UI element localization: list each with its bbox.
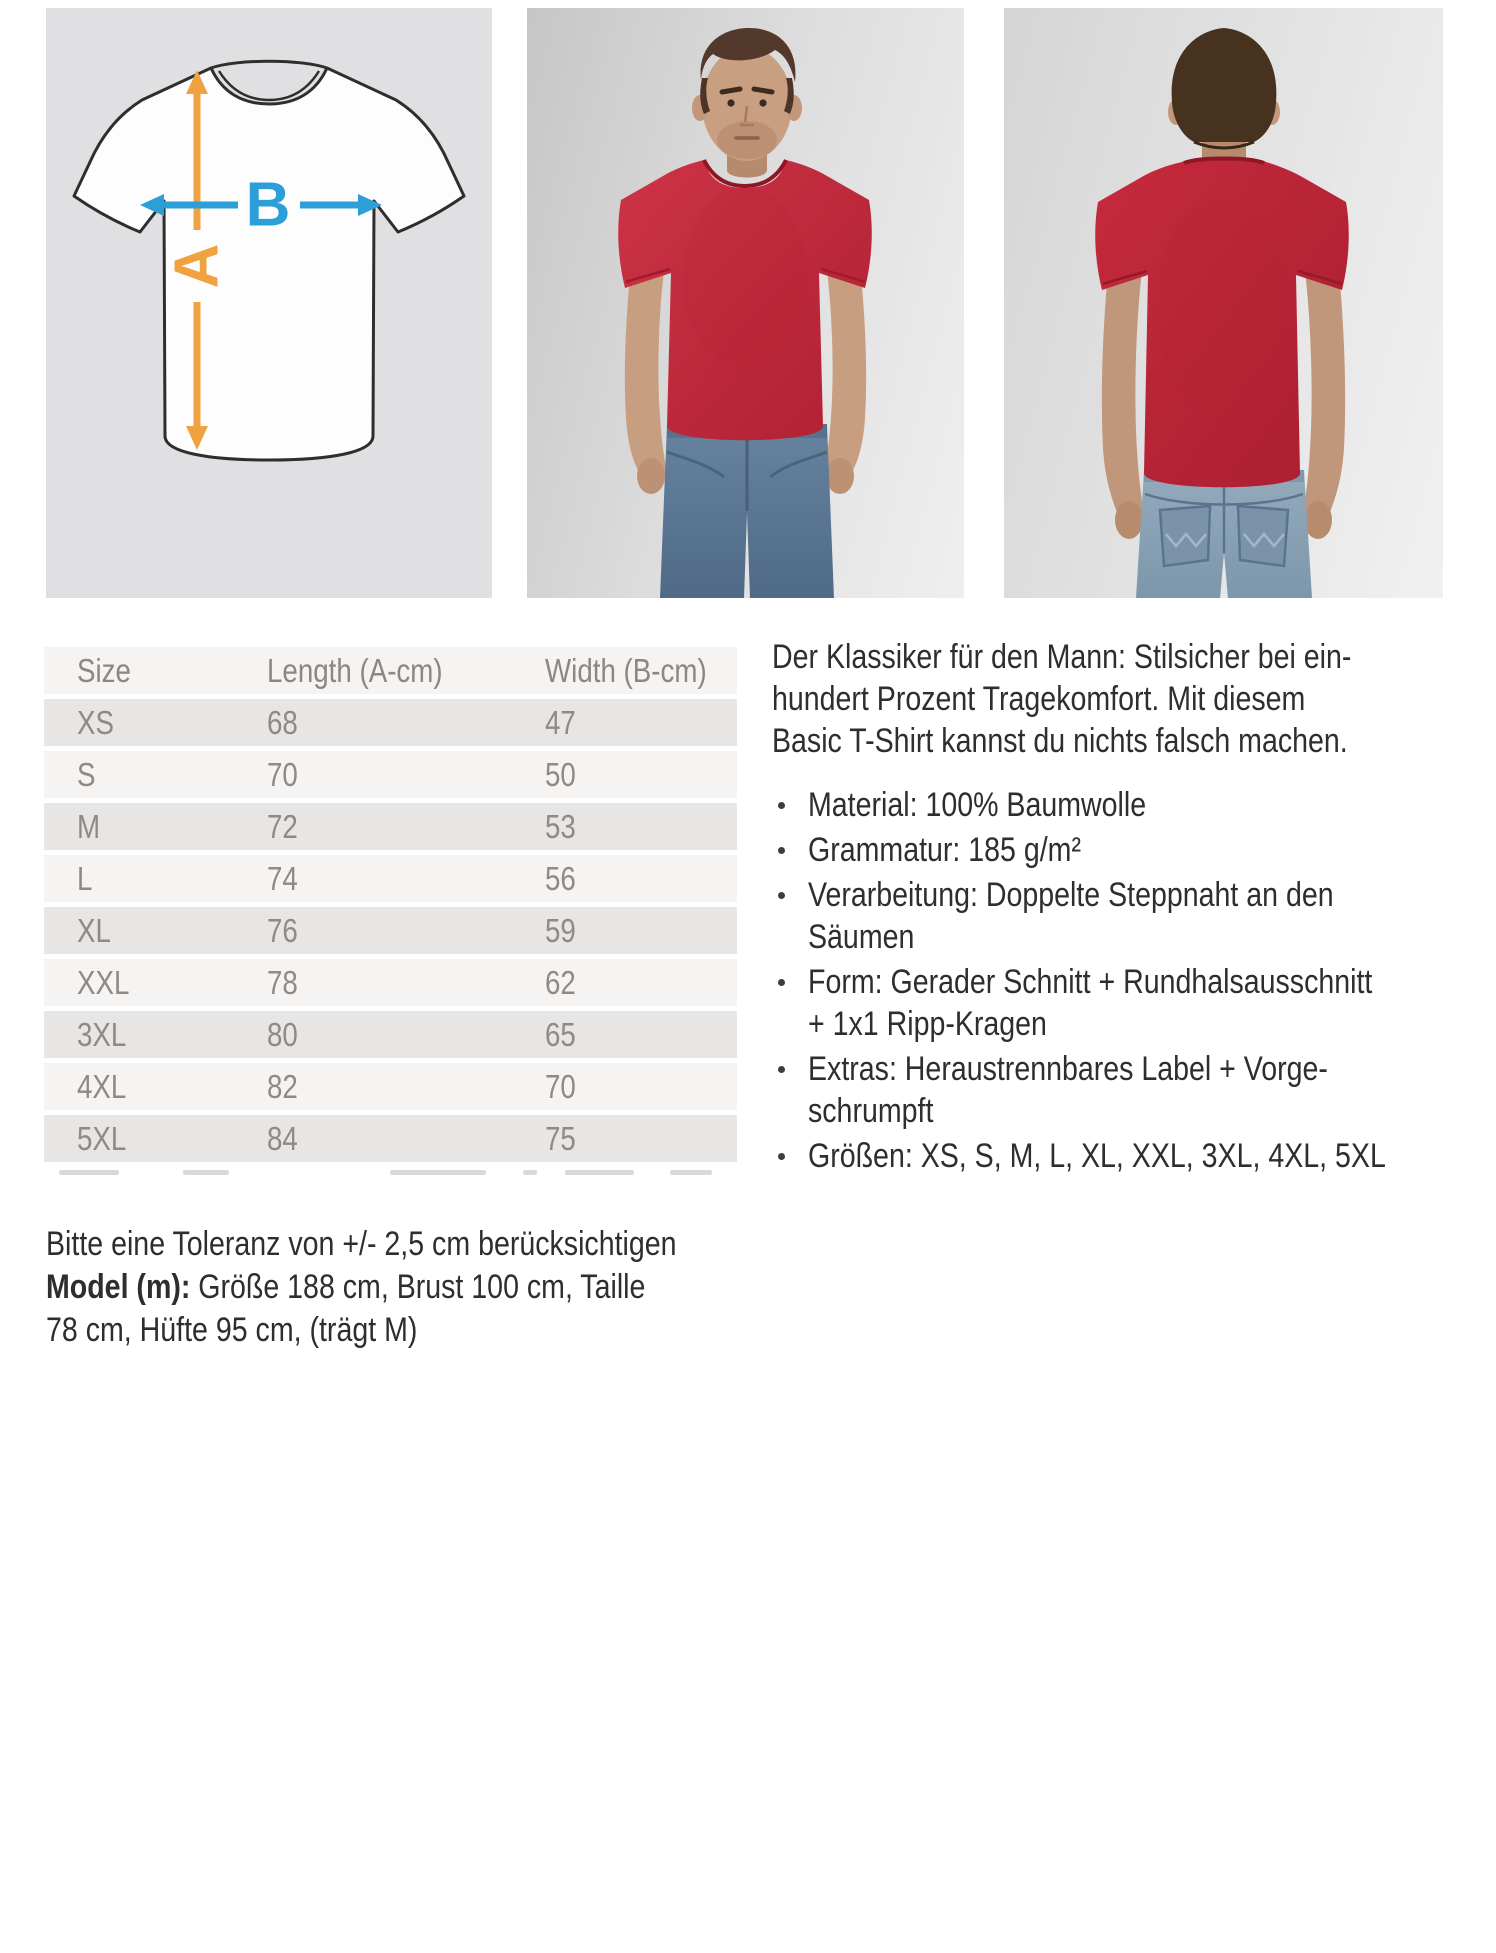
table-cell: 47 bbox=[545, 703, 576, 741]
bullet-item bbox=[772, 1048, 1432, 1132]
table-row bbox=[44, 1063, 737, 1110]
table-cell: 76 bbox=[267, 911, 298, 949]
model-jeans bbox=[660, 424, 834, 598]
table-cell: 65 bbox=[545, 1015, 576, 1053]
size-table-body bbox=[44, 699, 737, 1162]
table-row bbox=[44, 855, 737, 902]
table-cell: 70 bbox=[267, 755, 298, 793]
bullet-item bbox=[772, 961, 1432, 1045]
product-description bbox=[772, 636, 1432, 1180]
table-cell: 50 bbox=[545, 755, 576, 793]
table-cell: M bbox=[77, 807, 101, 845]
model-info-label: Model (m): bbox=[46, 1268, 191, 1306]
size-diagram-image[interactable] bbox=[46, 8, 492, 598]
bullet-text: Form: Gerader Schnitt + Rundhalsausschnitt + 1x1 Ripp-Kragen bbox=[808, 963, 1373, 1043]
model-front-illustration bbox=[527, 8, 964, 598]
bullet-item bbox=[772, 874, 1432, 958]
table-cell: 74 bbox=[267, 859, 298, 897]
table-cell: XS bbox=[77, 703, 114, 741]
table-row bbox=[44, 699, 737, 746]
bullet-text: Extras: Heraustrennbares Label + Vorge- schrumpft bbox=[808, 1050, 1328, 1130]
column-header: Length (A-cm) bbox=[267, 651, 443, 689]
model-front-photo[interactable] bbox=[527, 8, 964, 598]
column-header: Size bbox=[77, 651, 131, 689]
model-info-text: Größe 188 cm, Brust 100 cm, Taille bbox=[198, 1268, 646, 1306]
table-row bbox=[44, 1011, 737, 1058]
diagram-label-a: A bbox=[162, 243, 232, 289]
model-head-front bbox=[692, 28, 802, 161]
table-cell: 4XL bbox=[77, 1067, 127, 1105]
description-bullets bbox=[772, 784, 1432, 1177]
measurement-notes bbox=[46, 1223, 766, 1352]
tshirt-measurement-diagram bbox=[46, 8, 492, 598]
bullet-text: Größen: XS, S, M, L, XL, XXL, 3XL, 4XL, 5XL bbox=[808, 1137, 1386, 1175]
table-cell: 78 bbox=[267, 963, 298, 1001]
diagram-label-b: B bbox=[245, 170, 291, 240]
tshirt-outline-shape bbox=[74, 68, 464, 460]
table-cell: 82 bbox=[267, 1067, 298, 1105]
table-row bbox=[44, 751, 737, 798]
model-head-back bbox=[1168, 28, 1280, 148]
bullet-item bbox=[772, 1135, 1432, 1177]
table-cell: 68 bbox=[267, 703, 298, 741]
table-cell: 56 bbox=[545, 859, 576, 897]
collar-outer-line bbox=[211, 61, 327, 68]
column-header: Width (B-cm) bbox=[545, 651, 707, 689]
bullet-text: Grammatur: 185 g/m² bbox=[808, 831, 1081, 869]
tolerance-note: Bitte eine Toleranz von +/- 2,5 cm berücksichtigen bbox=[46, 1225, 677, 1263]
table-row bbox=[44, 907, 737, 954]
table-cropped-row-artifact bbox=[44, 1170, 737, 1176]
table-cell: 75 bbox=[545, 1119, 576, 1157]
table-cell: 59 bbox=[545, 911, 576, 949]
table-cell: XL bbox=[77, 911, 111, 949]
model-back-photo[interactable] bbox=[1004, 8, 1443, 598]
description-intro-line: Basic T-Shirt kannst du nichts falsch machen. bbox=[772, 722, 1348, 760]
table-row bbox=[44, 803, 737, 850]
table-row bbox=[44, 1115, 737, 1162]
table-cell: S bbox=[77, 755, 96, 793]
description-intro bbox=[772, 636, 1432, 762]
bullet-dot-icon bbox=[778, 979, 785, 986]
model-back-illustration bbox=[1004, 8, 1443, 598]
size-table bbox=[44, 647, 737, 1162]
table-cell: 80 bbox=[267, 1015, 298, 1053]
bullet-dot-icon bbox=[778, 847, 785, 854]
size-table-header bbox=[44, 647, 737, 694]
bullet-item bbox=[772, 784, 1432, 826]
description-intro-line: Der Klassiker für den Mann: Stilsicher bei ein- bbox=[772, 638, 1352, 676]
bullet-dot-icon bbox=[778, 802, 785, 809]
table-row bbox=[44, 959, 737, 1006]
model-info-line-1 bbox=[46, 1266, 651, 1309]
model-jeans-back bbox=[1136, 470, 1312, 598]
table-cell: 5XL bbox=[77, 1119, 127, 1157]
table-cell: XXL bbox=[77, 963, 130, 1001]
description-intro-line: hundert Prozent Tragekomfort. Mit diesem bbox=[772, 680, 1306, 718]
table-cell: 62 bbox=[545, 963, 576, 1001]
bullet-text: Material: 100% Baumwolle bbox=[808, 786, 1147, 824]
table-cell: L bbox=[77, 859, 93, 897]
bullet-item bbox=[772, 829, 1432, 871]
table-cell: 84 bbox=[267, 1119, 298, 1157]
bullet-dot-icon bbox=[778, 1066, 785, 1073]
table-cell: 70 bbox=[545, 1067, 576, 1105]
bullet-text: Verarbeitung: Doppelte Steppnaht an den Säumen bbox=[808, 876, 1334, 956]
model-info-line-2: 78 cm, Hüfte 95 cm, (trägt M) bbox=[46, 1311, 418, 1349]
bullet-dot-icon bbox=[778, 892, 785, 899]
table-cell: 3XL bbox=[77, 1015, 127, 1053]
bullet-dot-icon bbox=[778, 1153, 785, 1160]
table-cell: 53 bbox=[545, 807, 576, 845]
table-cell: 72 bbox=[267, 807, 298, 845]
